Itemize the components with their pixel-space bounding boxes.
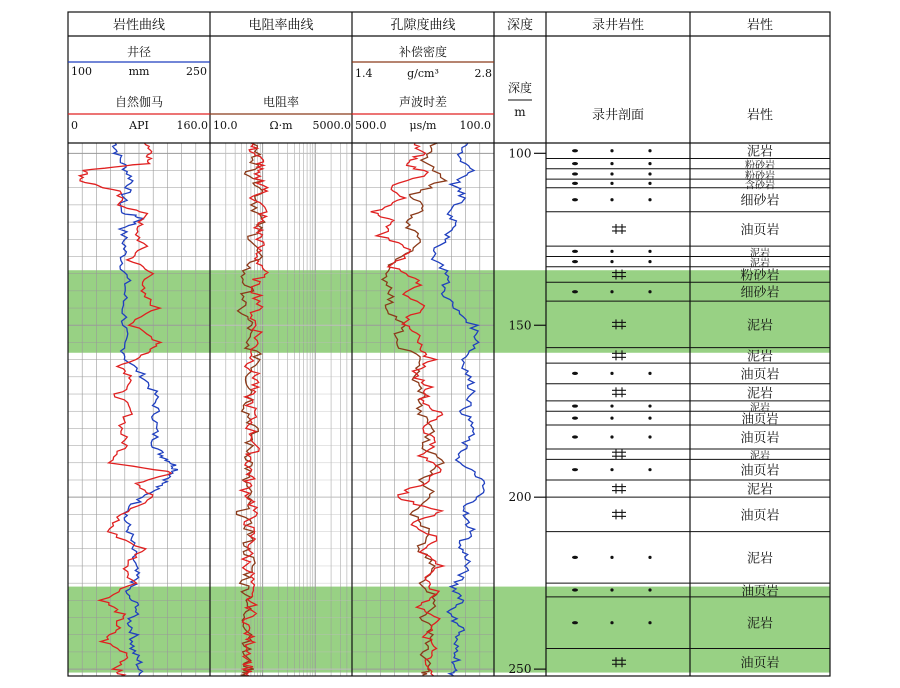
- resistivity-scale: [210, 94, 352, 132]
- lith-dot: [572, 404, 578, 407]
- header-porosity-curves: 孔隙度曲线: [390, 18, 456, 33]
- lith-dot: [610, 372, 613, 375]
- highlight-zone-1: [68, 587, 830, 673]
- shale-symbol: [612, 449, 626, 459]
- lith-dot: [648, 435, 651, 438]
- gamma-max: 160.0: [176, 119, 208, 132]
- density-min: 1.4: [355, 67, 373, 80]
- header-lithology: 岩性: [746, 18, 774, 33]
- column-headers: [113, 17, 773, 33]
- lith-dot: [572, 621, 578, 624]
- lith-dot: [648, 290, 651, 293]
- lith-dot: [610, 198, 613, 201]
- lith-dot: [610, 182, 613, 185]
- density-name: 补偿密度: [398, 45, 448, 59]
- lithology-name: 粉砂岩: [745, 170, 775, 182]
- lithology-name: 含砂岩: [745, 180, 775, 192]
- lith-dot: [648, 149, 651, 152]
- lith-dot: [572, 290, 578, 293]
- lithology-name: 泥岩: [746, 318, 774, 334]
- lithology-name: 油页岩: [740, 656, 780, 672]
- header-resistivity-curves: 电阻率曲线: [248, 18, 314, 33]
- density-unit: g/cm³: [407, 67, 439, 80]
- lithology-name: 细砂岩: [740, 285, 780, 301]
- gamma-name: 自然伽马: [114, 95, 164, 109]
- depth-tick-label: 150: [508, 318, 532, 333]
- lith-dot: [572, 172, 578, 175]
- lith-dot: [610, 162, 613, 165]
- lithology-name: 油页岩: [740, 431, 780, 447]
- lith-dot: [610, 404, 613, 407]
- lithology-name: 泥岩: [750, 403, 770, 415]
- lithology-label: 岩性: [746, 108, 774, 123]
- density-max: 2.8: [474, 67, 492, 80]
- lithology-name: 泥岩: [746, 386, 774, 402]
- lith-dot: [648, 372, 651, 375]
- lith-dot: [572, 162, 578, 165]
- shale-symbol: [612, 484, 626, 494]
- lith-dot: [572, 182, 578, 185]
- lithology-name: 油页岩: [741, 412, 779, 427]
- lith-dot: [572, 416, 578, 419]
- lithology-name: 粉砂岩: [745, 160, 775, 172]
- lith-dot: [648, 621, 651, 624]
- lith-dot: [610, 172, 613, 175]
- resistivity-max: 5000.0: [312, 119, 351, 132]
- lith-dot: [572, 468, 578, 471]
- lith-dot: [648, 416, 651, 419]
- resistivity-unit: Ω·m: [269, 119, 293, 132]
- profile-label: 录井剖面: [591, 108, 645, 123]
- caliper-max: 250: [186, 65, 207, 78]
- lithology-name: 泥岩: [746, 482, 774, 498]
- lithology-name: 细砂岩: [740, 193, 780, 209]
- lith-dot: [572, 149, 578, 152]
- lithology-name: 泥岩: [746, 616, 774, 632]
- caliper-scale: [68, 44, 210, 78]
- gamma-scale: [68, 94, 210, 132]
- gamma-unit: API: [129, 119, 149, 132]
- sonic-max: 100.0: [459, 119, 491, 132]
- depth-tick-label: 100: [508, 146, 532, 161]
- caliper-name: 井径: [126, 45, 152, 59]
- lith-dot: [648, 198, 651, 201]
- depth-header-unit: m: [514, 105, 526, 119]
- lith-dot: [610, 621, 613, 624]
- gamma-min: 0: [71, 119, 78, 132]
- lith-dot: [648, 468, 651, 471]
- depth-tick-label: 250: [508, 662, 532, 677]
- lith-dot: [648, 172, 651, 175]
- lith-dot: [572, 260, 578, 263]
- shale-symbol: [612, 387, 626, 397]
- lithology-name: 油页岩: [741, 584, 779, 599]
- depth-header-label: 深度: [507, 81, 533, 95]
- lithology-name: 粉砂岩: [740, 268, 780, 284]
- lith-dot: [572, 198, 578, 201]
- resistivity-name: 电阻率: [262, 95, 300, 109]
- header-depth: 深度: [506, 18, 534, 33]
- lith-dot: [610, 260, 613, 263]
- lithology-name: 泥岩: [750, 451, 770, 463]
- lith-dot: [572, 588, 578, 591]
- shale-symbol: [612, 509, 626, 519]
- caliper-min: 100: [71, 65, 92, 78]
- lithology-name: 泥岩: [746, 551, 774, 567]
- resistivity-min: 10.0: [213, 119, 238, 132]
- lith-dot: [610, 588, 613, 591]
- lith-dot: [648, 588, 651, 591]
- lithology-name: 泥岩: [746, 144, 774, 160]
- lith-dot: [648, 556, 651, 559]
- lithology-profile: [546, 149, 690, 676]
- lithology-name: 油页岩: [740, 508, 780, 524]
- header-logged-lithology: 录井岩性: [591, 18, 645, 33]
- lith-dot: [610, 468, 613, 471]
- depth-tick-label: 200: [508, 490, 532, 505]
- caliper-unit: mm: [128, 65, 150, 78]
- lith-dot: [648, 404, 651, 407]
- sonic-min: 500.0: [355, 119, 387, 132]
- lith-dot: [572, 372, 578, 375]
- sonic-name: 声波时差: [398, 95, 448, 109]
- lith-dot: [572, 556, 578, 559]
- lith-dot: [648, 162, 651, 165]
- lith-dot: [610, 149, 613, 152]
- header-lithology-curves: 岩性曲线: [112, 18, 166, 33]
- lithology-name: 油页岩: [740, 463, 780, 479]
- lith-dot: [610, 250, 613, 253]
- density-scale: [352, 44, 494, 80]
- lith-dot: [648, 182, 651, 185]
- lithology-name: 泥岩: [746, 349, 774, 365]
- lithology-name: 油页岩: [740, 367, 780, 383]
- lith-dot: [648, 260, 651, 263]
- lith-dot: [610, 556, 613, 559]
- depth-header: [508, 80, 532, 119]
- lith-dot: [648, 250, 651, 253]
- sonic-scale: [352, 94, 494, 132]
- sonic-unit: μs/m: [409, 119, 437, 132]
- lith-dot: [610, 290, 613, 293]
- lithology-name: 泥岩: [750, 248, 770, 260]
- lith-dot: [572, 250, 578, 253]
- shale-symbol: [612, 224, 626, 234]
- lith-dot: [572, 435, 578, 438]
- lith-dot: [610, 435, 613, 438]
- lithology-name: 油页岩: [740, 222, 780, 238]
- lithology-name: 泥岩: [750, 258, 770, 270]
- lith-dot: [610, 416, 613, 419]
